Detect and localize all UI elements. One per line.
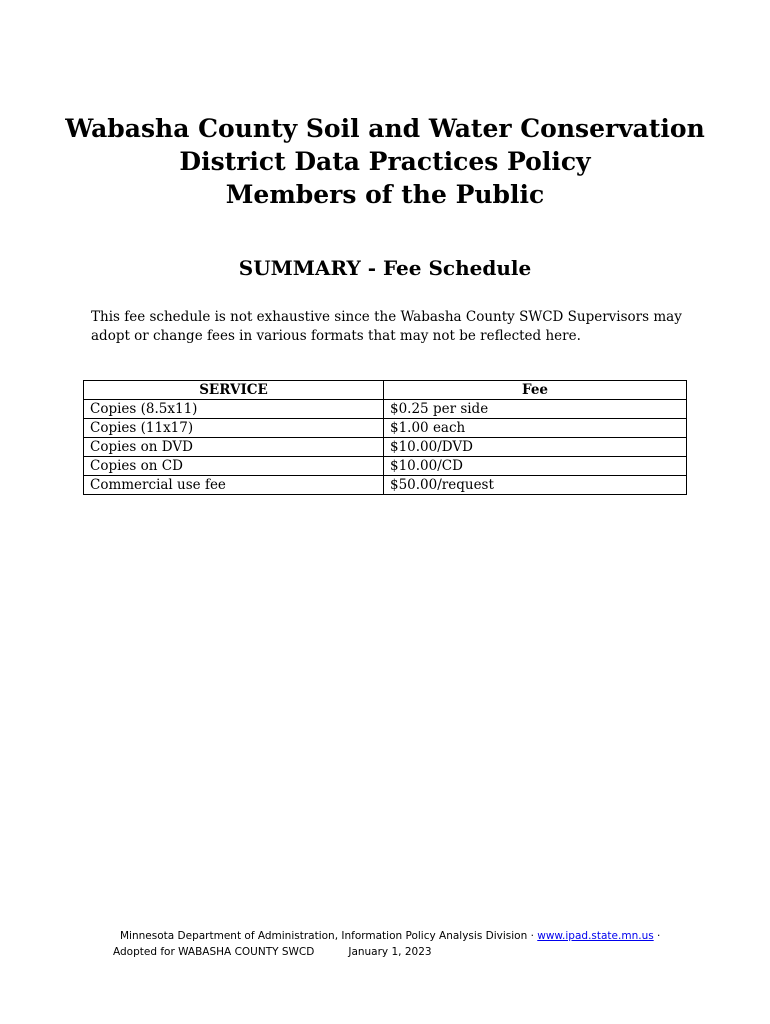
table-row [84, 438, 687, 457]
service-cell: Copies (8.5x11) [84, 400, 384, 419]
section-heading: SUMMARY - Fee Schedule [238, 256, 532, 280]
footer-website-link[interactable]: www.ipad.state.mn.us [537, 930, 654, 942]
footer-line-1 [120, 928, 660, 944]
footer-date: January 1, 2023 [348, 946, 432, 958]
fee-cell: $10.00/DVD [384, 438, 687, 457]
service-cell: Commercial use fee [84, 476, 384, 495]
intro-line: adopt or change fees in various formats that may not be reflected here. [91, 328, 581, 344]
column-header-service: SERVICE [84, 381, 384, 400]
service-cell: Copies on CD [84, 457, 384, 476]
intro-line: This fee schedule is not exhaustive since the Wabasha County SWCD Supervisors may [91, 309, 682, 325]
column-header-fee: Fee [384, 381, 687, 400]
table-row [84, 419, 687, 438]
intro-paragraph [91, 308, 691, 346]
fee-table [83, 380, 687, 495]
footer-adopted-text: Adopted for WABASHA COUNTY SWCD [113, 946, 315, 958]
service-cell: Copies (11x17) [84, 419, 384, 438]
document-title [0, 112, 770, 211]
service-cell: Copies on DVD [84, 438, 384, 457]
fee-cell: $0.25 per side [384, 400, 687, 419]
footer-separator: · [653, 930, 661, 942]
fee-cell: $1.00 each [384, 419, 687, 438]
table-row [84, 476, 687, 495]
fee-cell: $50.00/request [384, 476, 687, 495]
title-line: Wabasha County Soil and Water Conservation [65, 114, 705, 143]
title-line: District Data Practices Policy [179, 147, 591, 176]
footer-line-2 [113, 944, 432, 960]
table-header-row [84, 381, 687, 400]
table-row [84, 457, 687, 476]
table-row [84, 400, 687, 419]
title-line: Members of the Public [225, 180, 545, 209]
fee-cell: $10.00/CD [384, 457, 687, 476]
footer-source-text: Minnesota Department of Administration, Information Policy Analysis Division · [120, 930, 538, 942]
